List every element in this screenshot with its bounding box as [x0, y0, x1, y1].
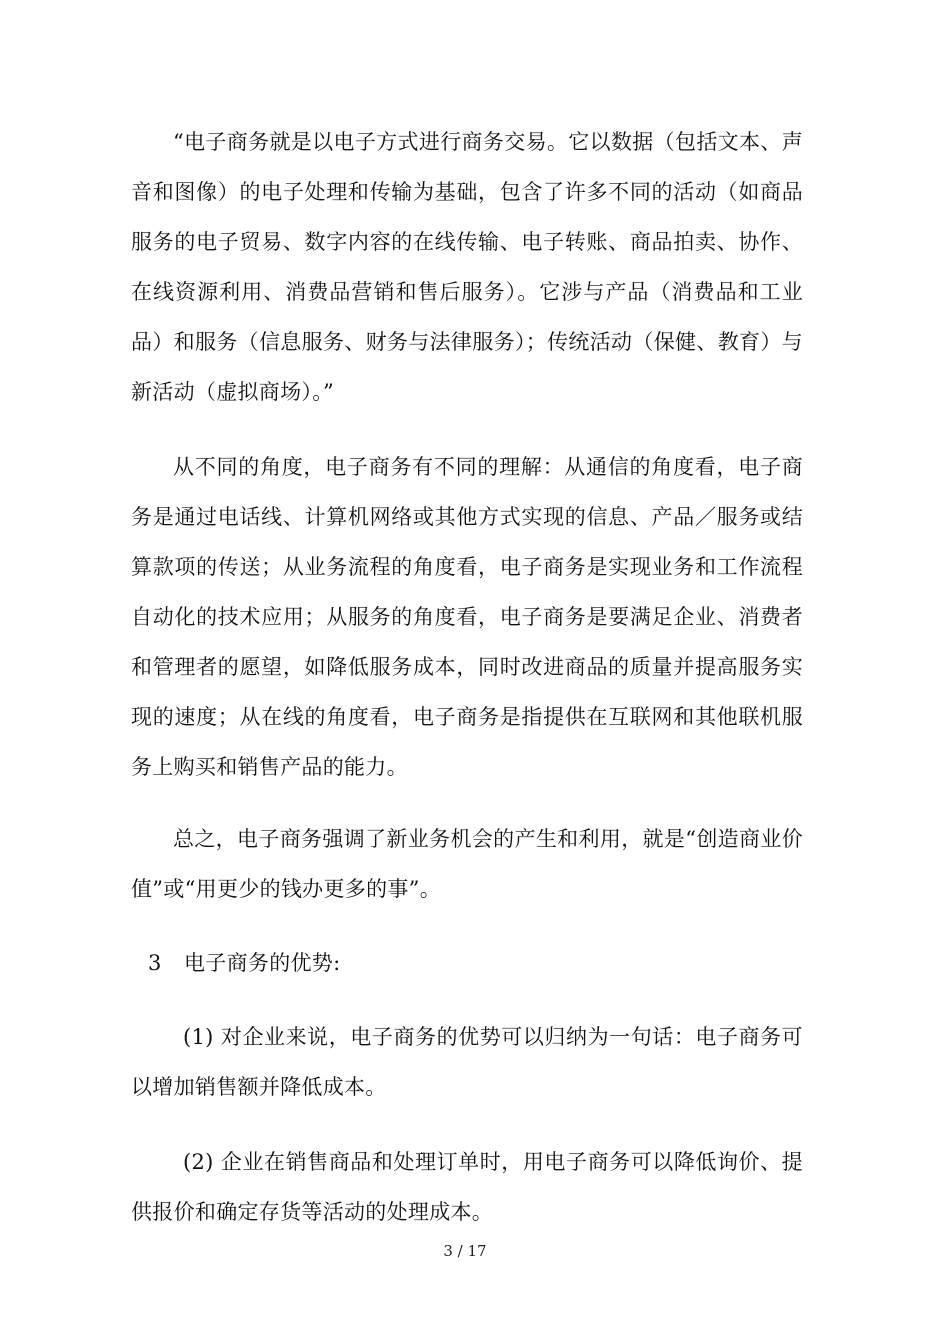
paragraph-perspectives: 从不同的角度，电子商务有不同的理解：从通信的角度看，电子商务是通过电话线、计算机网络或其他方式实现的信息、产品／服务或结算款项的传送；从业务流程的角度看，电子商务是实现业务和工作流程自动化的技术应用；从服务的角度看，电子商务是要满足企业、消费者和管理者的愿望，如降低服务成本，同时改进商品的质量并提高服务实现的速度；从在线的角度看，电子商务是指提供在互联网和其他联机服务上购买和销售产品的能力。 — [131, 455, 803, 779]
page-number: 3 / 17 — [443, 1242, 487, 1260]
paragraph-summary: 总之，电子商务强调了新业务机会的产生和利用，就是“创造商业价值”或“用更少的钱办更多的事”。 — [131, 827, 803, 901]
section-heading — [148, 938, 340, 988]
list-item: (1) 对企业来说，电子商务的优势可以归纳为一句话：电子商务可以增加销售额并降低成本。 — [131, 1025, 803, 1099]
section-number: 3 — [148, 951, 162, 975]
section-title: 电子商务的优势: — [184, 951, 341, 975]
list-item: (2) 企业在销售商品和处理订单时，用电子商务可以降低询价、提供报价和确定存货等活动的处理成本。 — [131, 1150, 803, 1224]
paragraph-definition: “电子商务就是以电子方式进行商务交易。它以数据（包括文本、声音和图像）的电子处理和传输为基础，包含了许多不同的活动（如商品服务的电子贸易、数字内容的在线传输、电子转账、商品拍卖、协作、在线资源利用、消费品营销和售后服务）。它涉与产品（消费品和工业品）和服务（信息服务、财务与法律服务）；传统活动（保健、教育）与新活动（虚拟商场）。” — [131, 130, 803, 404]
